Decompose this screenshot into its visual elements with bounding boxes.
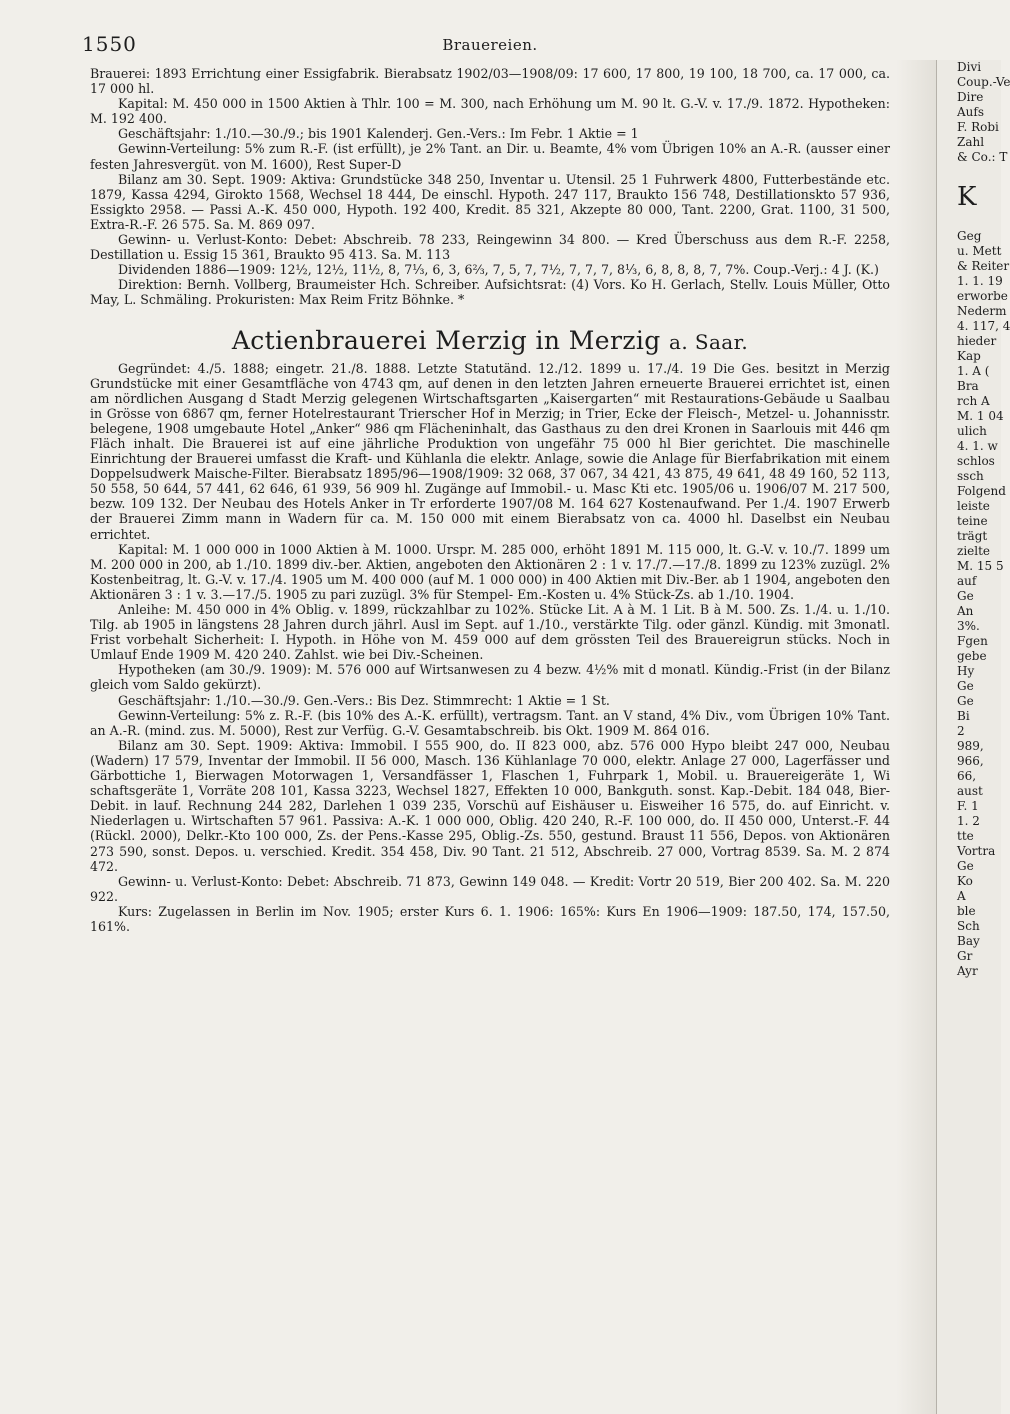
adjacent-line-top-6: & Co.: T: [957, 150, 1008, 164]
adjacent-line-bottom-4: erworbe: [957, 289, 1008, 303]
adjacent-line-bottom-17: Folgend: [957, 484, 1006, 498]
adjacent-line-top-3: Aufs: [957, 105, 984, 119]
adjacent-line-bottom-49: Ayr: [957, 964, 978, 978]
adjacent-line-bottom-1: u. Mett: [957, 244, 1002, 258]
adjacent-line-bottom-33: 2: [957, 724, 965, 738]
paragraph-dividenden: Dividenden 1886—1909: 12½, 12½, 11½, 8, 7⅓, 6, 3, 6⅔, 7, 5, 7, 7½, 7, 7, 7, 8⅓, 6, 8, 8, 8, 7, 7%. Coup.-Verj.: 4 J. (K.): [118, 262, 879, 278]
adjacent-line-bottom-42: Ge: [957, 859, 974, 873]
entry-title-text: Actienbrauerei Merzig in Merzig: [231, 325, 661, 355]
adjacent-line-bottom-47: Bay: [957, 934, 980, 948]
paragraph-gewinn-verteilung: Gewinn-Verteilung: 5% z. R.-F. (bis 10% des A.-K. erfüllt), vertragsm. Tant. an V stand, 4% Div., vom Übrigen 10% Tant. an A.-R. (mind. zus. M. 5000), Rest zur Verfüg. G.-V. Gesamtabschreib. bis Okt. 1909 M. 864 016.: [90, 707, 890, 738]
adjacent-line-bottom-45: ble: [957, 904, 976, 918]
adjacent-line-bottom-6: 4. 117, 4: [957, 319, 1010, 333]
adjacent-big-letter-0: K: [957, 182, 977, 212]
adjacent-line-bottom-40: tte: [957, 829, 974, 843]
adjacent-line-bottom-31: Ge: [957, 694, 974, 708]
adjacent-line-bottom-14: 4. 1. w: [957, 439, 998, 453]
paragraph-gewinn-verteilung: Gewinn-Verteilung: 5% zum R.-F. (ist erfüllt), je 2% Tant. an Dir. u. Beamte, 4% vom Übrigen 10% an A.-R. (ausser einer festen Jahresvergüt. von M. 1600), Rest Super-D: [90, 141, 890, 172]
adjacent-line-bottom-0: Geg: [957, 229, 982, 243]
paragraph-bilanz: Bilanz am 30. Sept. 1909: Aktiva: Grundstücke 348 250, Inventar u. Utensil. 25 1 Fuhrwerk 4800, Futterbestände etc. 1879, Kassa 4294, Girokto 1568, Wechsel 18 444, De einschl. Hypoth. 247 117, Braukto 156 748, Destillationskto 57 936, Essigkto 2958. — Passi A.-K. 450 000, Hypoth. 192 400, Kredit. 85 321, Akzepte 80 000, Tant. 2200, Grat. 1100, 31 500, Extra-R.-F. 26 575. Sa. M. 869 097.: [90, 171, 890, 232]
page-header: [82, 32, 890, 62]
paragraph-gegruendet: Gegründet: 4./5. 1888; eingetr. 21./8. 1888. Letzte Statutänd. 12./12. 1899 u. 17./4. 19 Die Ges. besitzt in Merzig Grundstücke mit einer Gesamtfläche von 4743 qm, auf denen in den letzten Jahren erneuerte Brauerei errichtet ist, einen am nördlichen Ausgang d Stadt Merzig gelegenen Wirtschaftsgarten „Kaisergarten“ mit Restaurations-Gebäude u Saalbau in Grösse von 6867 qm, ferner Hotelrestaurant Trierscher Hof in Merzig; in Trier, Ecke der Fleisch-, Metzel- u. Johannisstr. belegene, 1908 umgebaute Hotel „Anker“ 986 qm Flächeninhalt, das Gasthaus zu den drei Kronen in Saarlouis mit 446 qm Fläch inhalt. Die Brauerei ist auf eine jährliche Produktion von ungefähr 75 000 hl Bier gerichtet. Die maschinelle Einrichtung der Brauerei umfasst die Kraft- und Kühlanla die elektr. Anlage, sowie die Anlage für Bierfabrikation mit einem Doppelsudwerk Maische-Filter. Bierabsatz 1895/96—1908/1909: 32 068, 37 067, 34 421, 43 875, 49 641, 48 49 160, 52 113, 50 558, 50 644, 57 441, 62 646, 61 939, 56 909 hl. Zugänge auf Immobil.- u. Masc Kti etc. 1905/06 u. 1906/07 M. 217 500, bezw. 109 132. Der Neubau des Hotels Anker in Tr erforderte 1907/08 M. 164 627 Kostenaufwand. Per 1./4. 1907 Erwerb der Brauerei Zimm mann in Wadern für ca. M. 150 000 mit einem Bierabsatz von ca. 4000 hl. Daselbst ein Neubau errichtet.: [90, 360, 890, 542]
adjacent-line-bottom-23: auf: [957, 574, 977, 588]
paragraph-kapital: Kapital: M. 450 000 in 1500 Aktien à Thlr. 100 = M. 300, nach Erhöhung um M. 90 lt. G.-V. v. 17./9. 1872. Hypotheken: M. 192 400.: [90, 96, 890, 127]
paragraph-gewinn-verlust: Gewinn- u. Verlust-Konto: Debet: Abschreib. 71 873, Gewinn 149 048. — Kredit: Vortr 20 519, Bier 200 402. Sa. M. 220 922.: [90, 873, 890, 904]
paragraph-kapital: Kapital: M. 1 000 000 in 1000 Aktien à M. 1000. Urspr. M. 285 000, erhöht 1891 M. 115 000, lt. G.-V. v. 10./7. 1899 um M. 200 000 in 200, ab 1./10. 1899 div.-ber. Aktien, angeboten den Aktionären 2 : 1 v. 17./7.—17./8. 1899 zu 123% zuzügl. 2% Kostenbeitrag, lt. G.-V. v. 17./4. 1905 um M. 400 000 (auf M. 1 000 000) in 400 Aktien mit Div.-Ber. ab 1 1904, angeboten den Aktionären 3 : 1 v. 3.—17./5. 1905 zu pari zuzügl. 3% für Stempel- Em.-Kosten u. 4% Stück-Zs. ab 1./10. 1904.: [90, 541, 890, 602]
adjacent-line-bottom-43: Ko: [957, 874, 973, 888]
adjacent-line-bottom-36: 66,: [957, 769, 977, 783]
adjacent-line-top-0: Divi: [957, 60, 982, 74]
adjacent-line-bottom-15: schlos: [957, 454, 995, 468]
adjacent-line-bottom-29: Hy: [957, 664, 975, 678]
paragraph-gewinn-verlust: Gewinn- u. Verlust-Konto: Debet: Abschreib. 78 233, Reingewinn 34 800. — Kred Überschuss aus dem R.-F. 2258, Destillation u. Essig 15 361, Braukto 95 413. Sa. M. 113: [90, 232, 890, 263]
adjacent-line-bottom-26: 3%.: [957, 619, 980, 633]
adjacent-line-top-4: F. Robi: [957, 120, 999, 134]
paragraph-geschaeftsjahr: Geschäftsjahr: 1./10.—30./9. Gen.-Vers.: Bis Dez. Stimmrecht: 1 Aktie = 1 St.: [118, 692, 610, 708]
adjacent-line-bottom-18: leiste: [957, 499, 990, 513]
adjacent-line-bottom-8: Kap: [957, 349, 981, 363]
paragraph-geschaeftsjahr: Geschäftsjahr: 1./10.—30./9.; bis 1901 Kalenderj. Gen.-Vers.: Im Febr. 1 Aktie = 1: [118, 126, 639, 142]
adjacent-line-bottom-41: Vortra: [957, 844, 996, 858]
adjacent-line-bottom-16: ssch: [957, 469, 984, 483]
adjacent-line-bottom-38: F. 1: [957, 799, 979, 813]
adjacent-line-bottom-35: 966,: [957, 754, 984, 768]
adjacent-line-bottom-27: Fgen: [957, 634, 988, 648]
adjacent-line-bottom-32: Bi: [957, 709, 970, 723]
adjacent-line-bottom-21: zielte: [957, 544, 991, 558]
entry-title-suffix: a. Saar.: [669, 329, 749, 354]
page-main-column: [82, 32, 890, 934]
entry-title-merzig: [90, 326, 890, 355]
adjacent-line-bottom-13: ulich: [957, 424, 987, 438]
adjacent-line-bottom-34: 989,: [957, 739, 984, 753]
adjacent-line-bottom-5: Nederm: [957, 304, 1007, 318]
page-gutter-shadow: [896, 60, 936, 1414]
paragraph-brauerei: Brauerei: 1893 Errichtung einer Essigfabrik. Bierabsatz 1902/03—1908/09: 17 600, 17 800, 19 100, 18 700, ca. 17 000, ca. 17 000 hl.: [90, 66, 890, 97]
adjacent-line-bottom-3: 1. 1. 19: [957, 274, 1003, 288]
adjacent-line-bottom-2: & Reiter: [957, 259, 1010, 273]
adjacent-line-bottom-44: A: [957, 889, 966, 903]
paragraph-direktion: Direktion: Bernh. Vollberg, Braumeister Hch. Schreiber. Aufsichtsrat: (4) Vors. Ko H. Gerlach, Stellv. Louis Müller, Otto May, L. Schmäling. Prokuristen: Max Reim Fritz Böhnke. *: [90, 277, 890, 308]
adjacent-line-bottom-30: Ge: [957, 679, 974, 693]
entry-previous-brewery: [90, 66, 890, 308]
paragraph-bilanz: Bilanz am 30. Sept. 1909: Aktiva: Immobil. I 555 900, do. II 823 000, abz. 576 000 Hypo bleibt 247 000, Neubau (Wadern) 17 579, Inventar der Immobil. II 56 000, Masch. 136 Kühlanlage 70 000, elektr. Anlage 27 000, Lagerfässer und Gärbottiche 1, Bierwagen Motorwagen 1, Versandfässer 1, Flaschen 1, Fuhrpark 1, Mobil. u. Brauereigeräte 1, Wi schaftsgeräte 1, Vorräte 208 101, Kassa 3223, Wechsel 1827, Effekten 10 000, Bankguth. sonst. Kap.-Debit. 184 048, Bier-Debit. in lauf. Rechnung 244 282, Darlehen 1 039 235, Vorschü auf Eishäuser u. Eisweiher 16 575, do. auf Einricht. v. Niederlagen u. Wirtschaften 57 961. Passiva: A.-K. 1 000 000, Oblig. 420 240, R.-F. 100 000, do. II 450 000, Unterst.-F. 44 (Rückl. 2000), Delkr.-Kto 100 000, Zs. der Pens.-Kasse 295, Oblig.-Zs. 550, gestund. Braust 11 556, Depos. von Aktionären 273 590, sonst. Depos. u. verschied. Kredit. 354 458, Div. 90 Tant. 21 512, Abschreib. 27 000, Vortrag 8539. Sa. M. 2 874 472.: [90, 737, 890, 874]
adjacent-line-bottom-22: M. 15 5: [957, 559, 1004, 573]
adjacent-line-top-1: Coup.-Ve: [957, 75, 1010, 89]
adjacent-line-bottom-25: An: [957, 604, 974, 618]
adjacent-line-bottom-46: Sch: [957, 919, 980, 933]
adjacent-page-column: [936, 60, 1010, 1414]
adjacent-line-bottom-10: Bra: [957, 379, 979, 393]
adjacent-line-bottom-7: hieder: [957, 334, 997, 348]
adjacent-line-top-2: Dire: [957, 90, 984, 104]
adjacent-line-top-5: Zahl: [957, 135, 985, 149]
adjacent-line-bottom-39: 1. 2: [957, 814, 980, 828]
adjacent-line-bottom-20: trägt: [957, 529, 988, 543]
entry-merzig: [90, 361, 890, 935]
paragraph-anleihe: Anleihe: M. 450 000 in 4% Oblig. v. 1899, rückzahlbar zu 102%. Stücke Lit. A à M. 1 Lit. B à M. 500. Zs. 1./4. u. 1./10. Tilg. ab 1905 in längstens 28 Jahren durch jährl. Ausl im Sept. auf 1./10., verstärkte Tilg. oder gänzl. Kündig. mit 3monatl. Frist vorbehalt Sicherheit: I. Hypoth. in Höhe von M. 459 000 auf dem grössten Teil des Brauereigrun stücks. Noch in Umlauf Ende 1909 M. 420 240. Zahlst. wie bei Div.-Scheinen.: [90, 602, 890, 663]
page-number: 1550: [82, 32, 137, 56]
adjacent-line-bottom-37: aust: [957, 784, 983, 798]
paragraph-kurs: Kurs: Zugelassen in Berlin im Nov. 1905; erster Kurs 6. 1. 1906: 165%: Kurs En 1906—1909: 187.50, 174, 157.50, 161%.: [90, 903, 890, 934]
running-title: Brauereien.: [442, 36, 538, 54]
adjacent-line-bottom-28: gebe: [957, 649, 987, 663]
adjacent-line-bottom-19: teine: [957, 514, 988, 528]
paragraph-hypotheken: Hypotheken (am 30./9. 1909): M. 576 000 auf Wirtsanwesen zu 4 bezw. 4½% mit d monatl. Kündig.-Frist (in der Bilanz gleich vom Saldo gekürzt).: [90, 662, 890, 693]
adjacent-line-bottom-24: Ge: [957, 589, 974, 603]
adjacent-line-bottom-11: rch A: [957, 394, 990, 408]
adjacent-line-bottom-9: 1. A (: [957, 364, 990, 378]
adjacent-line-bottom-12: M. 1 04: [957, 409, 1004, 423]
adjacent-line-bottom-48: Gr: [957, 949, 973, 963]
